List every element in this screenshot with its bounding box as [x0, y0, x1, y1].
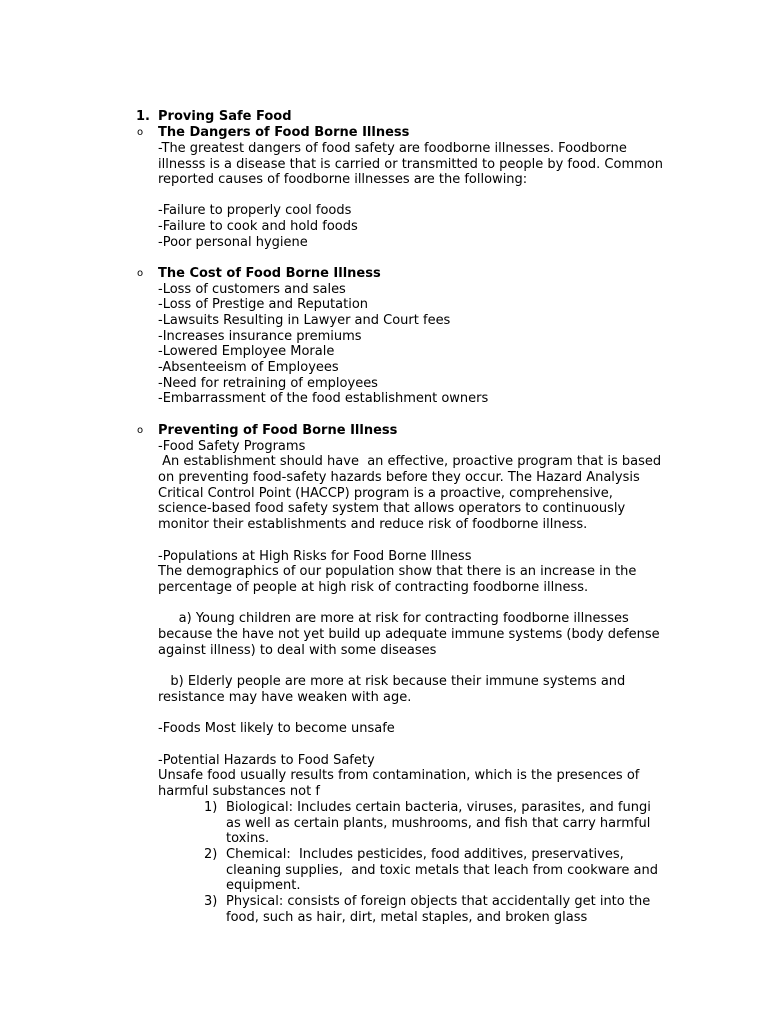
text-line: -Potential Hazards to Food Safety	[158, 753, 375, 768]
hazard-line: food, such as hair, dirt, metal staples, and broken glass	[226, 910, 588, 925]
hazard-line: Chemical: Includes pesticides, food additives, preservatives,	[226, 847, 624, 862]
text-line: -Absenteeism of Employees	[158, 360, 339, 375]
text-line: -Populations at High Risks for Food Borne Illness	[158, 549, 472, 564]
bullet-marker: o	[137, 425, 144, 436]
text-line: resistance may have weaken with age.	[158, 690, 412, 705]
text-line: -Lawsuits Resulting in Lawyer and Court fees	[158, 313, 451, 328]
text-line: b) Elderly people are more at risk because their immune systems and	[158, 674, 626, 689]
hazard-line: Physical: consists of foreign objects that accidentally get into the	[226, 894, 651, 909]
text-line: -Foods Most likely to become unsafe	[158, 721, 395, 736]
text-line: -Failure to properly cool foods	[158, 203, 352, 218]
hazard-line: equipment.	[226, 878, 301, 893]
text-line: -Embarrassment of the food establishment owners	[158, 391, 489, 406]
text-line: reported causes of foodborne illnesses are the following:	[158, 172, 528, 187]
text-line: -Food Safety Programs	[158, 439, 306, 454]
text-line: Critical Control Point (HACCP) program is a proactive, comprehensive,	[158, 486, 613, 501]
section-title-preventing: Preventing of Food Borne Illness	[158, 423, 398, 438]
text-line: Unsafe food usually results from contamination, which is the presences of	[158, 768, 640, 783]
heading-title: Proving Safe Food	[158, 109, 292, 124]
text-line: -Loss of Prestige and Reputation	[158, 297, 369, 312]
text-line: science-based food safety system that allows operators to continuously	[158, 501, 626, 516]
text-line: harmful substances not f	[158, 784, 320, 799]
section-title-cost: The Cost of Food Borne Illness	[158, 266, 381, 281]
text-line: -Increases insurance premiums	[158, 329, 362, 344]
text-line: -Need for retraining of employees	[158, 376, 378, 391]
text-line: against illness) to deal with some diseases	[158, 643, 437, 658]
hazard-line: toxins.	[226, 831, 270, 846]
text-line: percentage of people at high risk of contracting foodborne illness.	[158, 580, 589, 595]
text-line: -The greatest dangers of food safety are foodborne illnesses. Foodborne	[158, 141, 627, 156]
text-line: monitor their establishments and reduce risk of foodborne illness.	[158, 517, 588, 532]
text-line: on preventing food-safety hazards before they occur. The Hazard Analysis	[158, 470, 640, 485]
bullet-marker: o	[137, 127, 144, 138]
text-line: illnesss is a disease that is carried or transmitted to people by food. Common	[158, 157, 663, 172]
heading-number: 1.	[136, 109, 150, 124]
text-line: -Failure to cook and hold foods	[158, 219, 358, 234]
hazard-line: Biological: Includes certain bacteria, viruses, parasites, and fungi	[226, 800, 651, 815]
text-line: -Poor personal hygiene	[158, 235, 308, 250]
bullet-marker: o	[137, 268, 144, 279]
text-line: The demographics of our population show that there is an increase in the	[158, 564, 637, 579]
hazard-number: 3)	[204, 894, 218, 909]
hazard-number: 2)	[204, 847, 218, 862]
text-line: because the have not yet build up adequate immune systems (body defense	[158, 627, 660, 642]
hazard-line: cleaning supplies, and toxic metals that leach from cookware and	[226, 863, 659, 878]
hazard-line: as well as certain plants, mushrooms, and fish that carry harmful	[226, 816, 651, 831]
text-line: a) Young children are more at risk for contracting foodborne illnesses	[158, 611, 629, 626]
hazard-number: 1)	[204, 800, 218, 815]
text-line: An establishment should have an effective, proactive program that is based	[158, 454, 662, 469]
text-line: -Loss of customers and sales	[158, 282, 346, 297]
section-title-dangers: The Dangers of Food Borne Illness	[158, 125, 410, 140]
text-line: -Lowered Employee Morale	[158, 344, 335, 359]
